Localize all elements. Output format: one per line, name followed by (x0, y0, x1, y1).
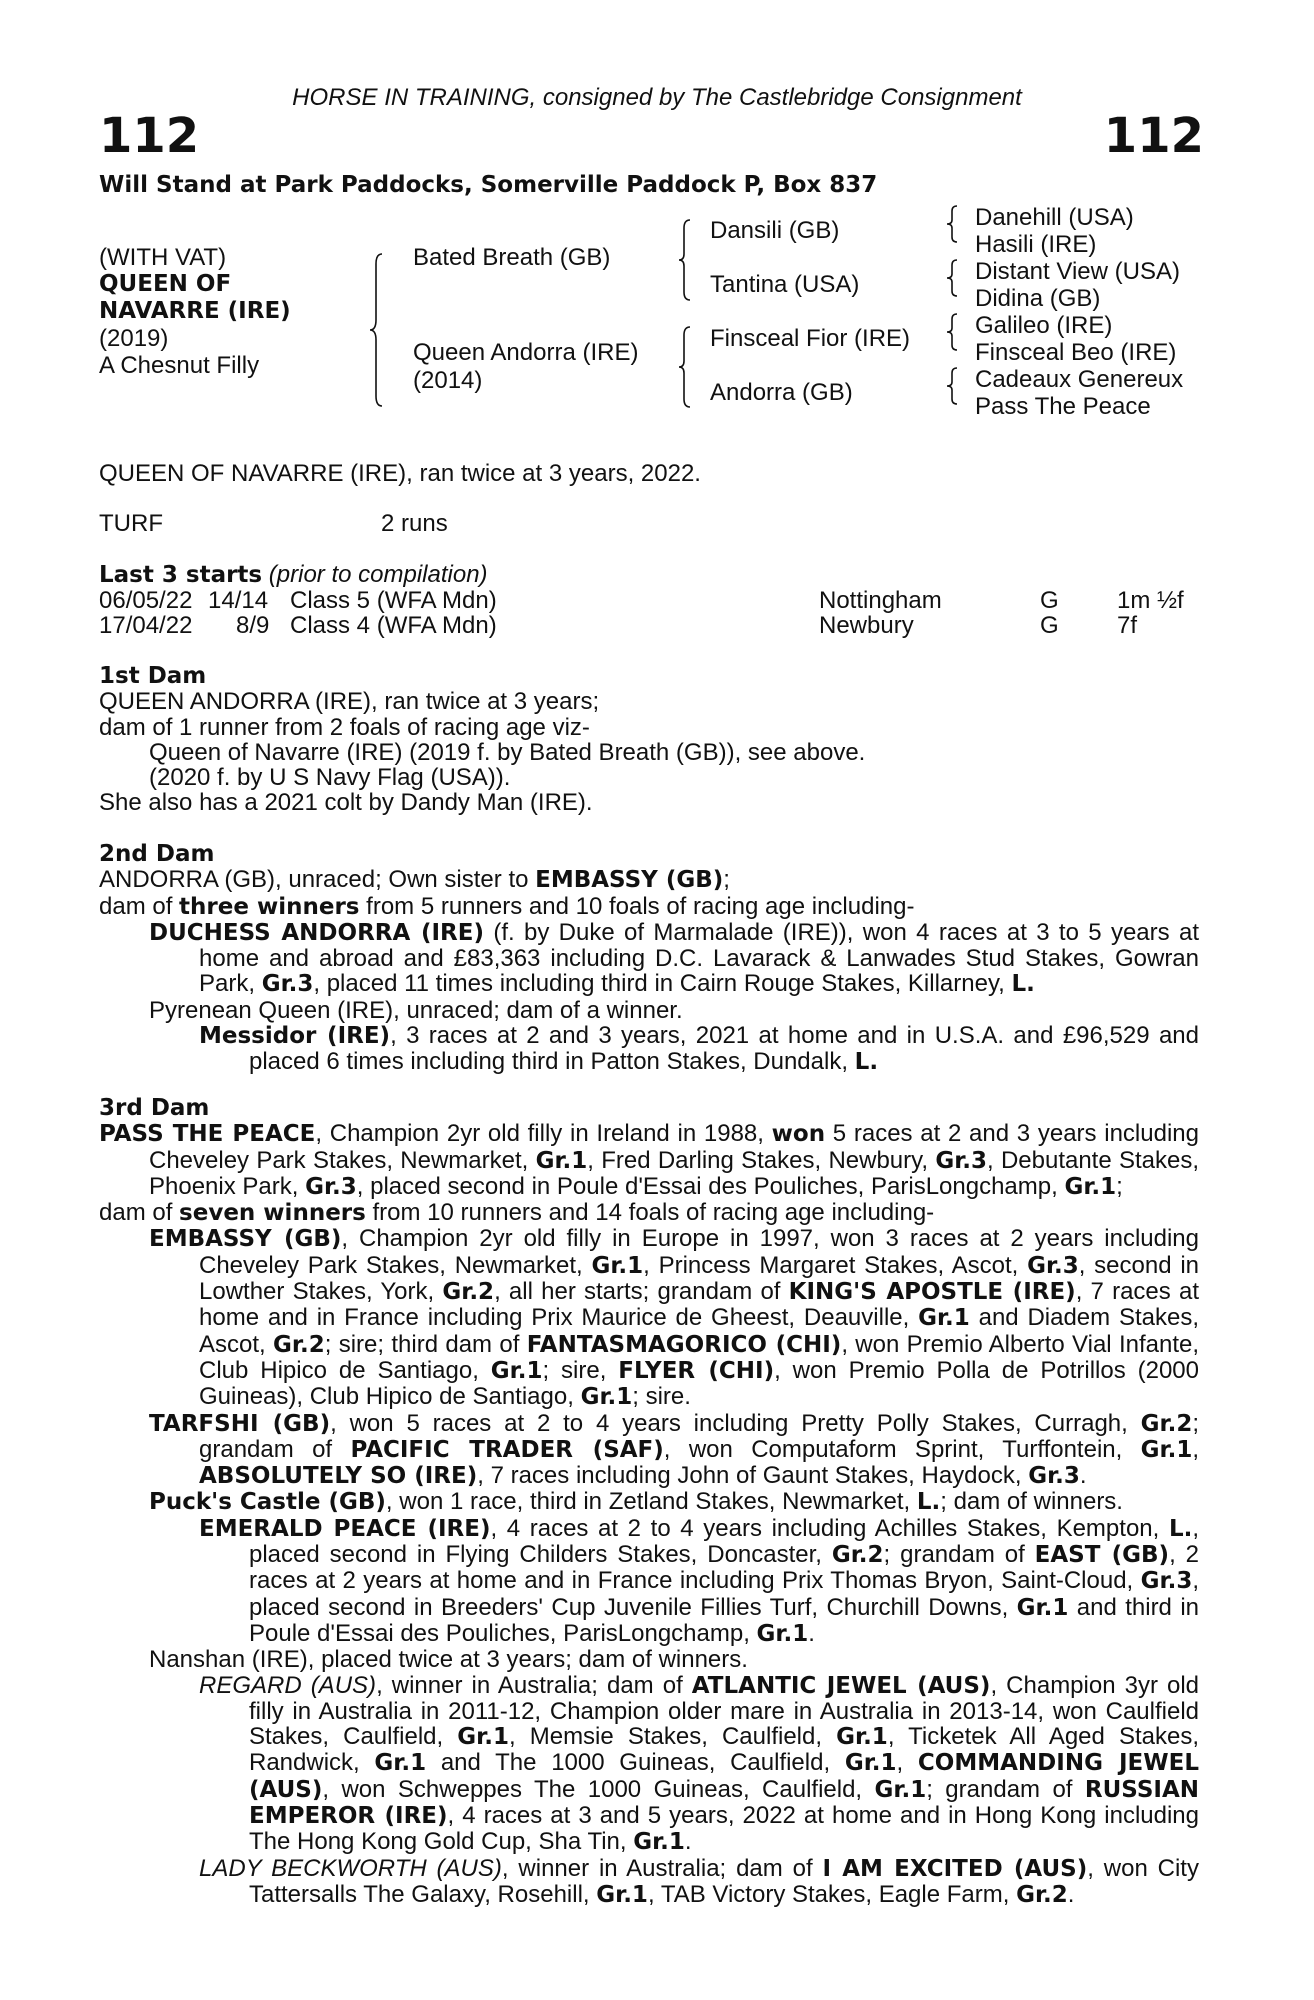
consignor-header: HORSE IN TRAINING, consigned by The Castlebridge Consignment (292, 84, 1022, 111)
tarfshi-entry: TARFSHI (GB), won 5 races at 2 to 4 years including Pretty Polly Stakes, Curragh, Gr.2; grandam of PACIFIC TRADER (SAF), won Computaform Sprint, Turffontein, Gr.1, ABSOLUTELY SO (IRE), 7 races including John of Gaunt Stakes, Haydock, Gr.3. (149, 1409, 1200, 1490)
last-starts-note: (prior to compilation) (268, 561, 488, 588)
pedigree-dam: Queen Andorra (IRE) (413, 339, 639, 366)
pedigree-sire: Bated Breath (GB) (413, 244, 611, 271)
pedigree-dam-dam: Andorra (GB) (710, 379, 853, 406)
third-dam-section (99, 1096, 1199, 1908)
pedigree-bracket-ds (946, 312, 960, 352)
second-dam-line1: ANDORRA (GB), unraced; Own sister to EMBASSY (GB); (99, 866, 730, 894)
first-dam-line5: She also has a 2021 colt by Dandy Man (IRE). (99, 789, 593, 817)
lot-number-right: 112 (1103, 108, 1204, 164)
emerald-peace-entry: EMERALD PEACE (IRE), 4 races at 2 to 4 years including Achilles Stakes, Kempton, L., placed second in Flying Childers Stakes, Doncaster, Gr.2; grandam of EAST (GB), 2 races at 2 years at home and in France including Prix Thomas Bryon, Saint-Cloud, Gr.3, placed second in Breeders' Cup Juvenile Fillies Turf, Churchill Downs, Gr.1 and third in Poule d'Essai des Pouliches, ParisLongchamp, Gr.1. (199, 1514, 1200, 1647)
start-row-2-pos: 8/9 (236, 612, 270, 639)
first-dam-foal2: (2020 f. by U S Navy Flag (USA)). (149, 764, 511, 792)
pedigree-bracket-dam (678, 325, 694, 409)
embassy-entry: EMBASSY (GB), Champion 2yr old filly in Europe in 1997, won 3 races at 2 years including Cheveley Park Stakes, Newmarket, Gr.1, Princess Margaret Stakes, Ascot, Gr.3, second in Lowther Stakes, York, Gr.2, all her starts; grandam of KING'S APOSTLE (IRE), 7 races at home and in France including Prix Maurice de Gheest, Deauville, Gr.1 and Diadem Stakes, Ascot, Gr.2; sire; third dam of FANTASMAGORICO (CHI), won Premio Alberto Vial Infante, Club Hipico de Santiago, Gr.1; sire, FLYER (CHI), won Premio Polla de Potrillos (2000 Guineas), Club Hipico de Santiago, Gr.1; sire. (149, 1225, 1200, 1411)
start-row-2-going: G (1040, 612, 1059, 639)
vat-note: (WITH VAT) (99, 244, 227, 271)
pucks-castle-entry: Puck's Castle (GB), won 1 race, third in Zetland Stakes, Newmarket, L.; dam of winners. (149, 1488, 1123, 1516)
start-row-1-race: Class 5 (WFA Mdn) (290, 587, 497, 614)
last-starts-title: Last 3 starts (99, 562, 263, 588)
first-dam-line1: QUEEN ANDORRA (IRE), ran twice at 3 years; (99, 688, 600, 716)
last-starts-heading (99, 562, 488, 588)
pedigree-sdd: Didina (GB) (975, 285, 1101, 312)
duchess-andorra-entry: DUCHESS ANDORRA (IRE) (f. by Duke of Marmalade (IRE)), won 4 races at 3 to 5 years at home and abroad and £83,363 including D.C. Lavarack & Lanwades Stud Stakes, Gowran Park, Gr.3, placed 11 times including third in Cairn Rouge Stakes, Killarney, L. (149, 918, 1199, 998)
turf-runs: 2 runs (381, 510, 448, 537)
stand-location: Will Stand at Park Paddocks, Somerville Paddock P, Box 837 (99, 172, 878, 198)
pedigree-bracket-dd (946, 366, 960, 406)
first-dam-foal1: Queen of Navarre (IRE) (2019 f. by Bated Breath (GB)), see above. (149, 738, 866, 766)
first-dam-title: 1st Dam (99, 663, 207, 689)
pedigree-dds: Cadeaux Genereux (975, 366, 1184, 393)
pass-the-peace-entry: PASS THE PEACE, Champion 2yr old filly in Ireland in 1988, won 5 races at 2 and 3 years including Cheveley Park Stakes, Newmarket, Gr.1, Fred Darling Stakes, Newbury, Gr.3, Debutante Stakes, Phoenix Park, Gr.3, placed second in Poule d'Essai des Pouliches, ParisLongchamp, Gr.1; (99, 1120, 1200, 1200)
turf-label: TURF (99, 510, 163, 537)
start-row-2-distance: 7f (1117, 612, 1138, 639)
first-dam-line2: dam of 1 runner from 2 foals of racing age viz- (99, 713, 590, 741)
first-dam-section (99, 664, 1199, 816)
start-row-2-course: Newbury (819, 612, 914, 639)
regard-entry: REGARD (AUS), winner in Australia; dam of ATLANTIC JEWEL (AUS), Champion 3yr old filly in Australia in 2011-12, Champion older mare in Australia in 2013-14, won Caulfield Stakes, Caulfield, Gr.1, Memsie Stakes, Caulfield, Gr.1, Ticketek All Aged Stakes, Randwick, Gr.1 and The 1000 Guineas, Caulfield, Gr.1, COMMANDING JEWEL (AUS), won Schweppes The 1000 Guineas, Caulfield, Gr.1; grandam of RUSSIAN EMPEROR (IRE), 4 races at 3 and 5 years, 2022 at home and in Hong Kong including The Hong Kong Gold Cup, Sha Tin, Gr.1. (199, 1671, 1200, 1856)
pedigree-dsd: Finsceal Beo (IRE) (975, 339, 1177, 366)
pedigree-sss: Danehill (USA) (975, 204, 1134, 231)
start-row-1-going: G (1040, 587, 1059, 614)
pedigree-dam-year: (2014) (413, 367, 483, 394)
second-dam-section (99, 842, 1199, 1076)
start-row-2-race: Class 4 (WFA Mdn) (290, 612, 497, 639)
race-summary: QUEEN OF NAVARRE (IRE), ran twice at 3 years, 2022. (99, 460, 701, 487)
lot-number-left: 112 (99, 108, 200, 164)
second-dam-line2: dam of three winners from 5 runners and 10 foals of racing age including- (99, 892, 915, 920)
start-row-1-pos: 14/14 (208, 587, 269, 614)
horse-year: (2019) (99, 325, 169, 352)
lady-beckworth-entry: LADY BECKWORTH (AUS), winner in Australia; dam of I AM EXCITED (AUS), won City Tattersalls The Galaxy, Rosehill, Gr.1, TAB Victory Stakes, Eagle Farm, Gr.2. (199, 1854, 1199, 1908)
start-row-2-date: 17/04/22 (99, 612, 193, 639)
start-row-1-date: 06/05/22 (99, 587, 193, 614)
start-row-1-course: Nottingham (819, 587, 942, 614)
seven-winners-line: dam of seven winners from 10 runners and 14 foals of racing age including- (99, 1199, 935, 1227)
pyrenean-queen-entry: Pyrenean Queen (IRE), unraced; dam of a winner. (149, 996, 683, 1024)
horse-name-line2: NAVARRE (IRE) (99, 298, 291, 324)
horse-name-line1: QUEEN OF (99, 271, 232, 297)
second-dam-title: 2nd Dam (99, 841, 215, 867)
pedigree-sire-dam: Tantina (USA) (710, 271, 860, 298)
pedigree-ddd: Pass The Peace (975, 393, 1151, 420)
pedigree-bracket-sd (946, 258, 960, 298)
pedigree-dss: Galileo (IRE) (975, 312, 1113, 339)
third-dam-title: 3rd Dam (99, 1095, 210, 1121)
start-row-1-distance: 1m ½f (1117, 587, 1184, 614)
pedigree-sire-sire: Dansili (GB) (710, 217, 840, 244)
pedigree-dam-sire: Finsceal Fior (IRE) (710, 325, 911, 352)
pedigree-bracket-ss (946, 204, 960, 244)
pedigree-sds: Distant View (USA) (975, 258, 1180, 285)
pedigree-bracket-sire (678, 218, 694, 302)
messidor-entry: Messidor (IRE), 3 races at 2 and 3 years, 2021 at home and in U.S.A. and £96,529 and placed 6 times including third in Patton Stakes, Dundalk, L. (199, 1022, 1199, 1076)
pedigree-bracket-gen1 (368, 252, 388, 408)
horse-description: A Chesnut Filly (99, 352, 260, 379)
nanshan-entry: Nanshan (IRE), placed twice at 3 years; dam of winners. (149, 1646, 748, 1674)
pedigree-ssd: Hasili (IRE) (975, 231, 1097, 258)
